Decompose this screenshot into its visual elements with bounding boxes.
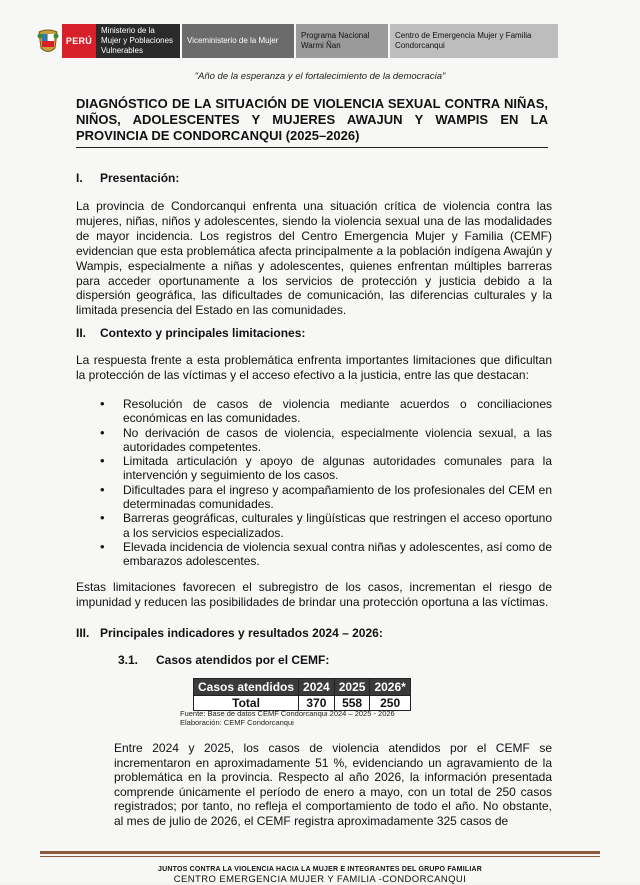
list-item: • Limitada articulación y apoyo de algunas autoridades comunales para la intervención y seguimiento de los casos. xyxy=(100,454,552,483)
list-item: • Barreras geográficas, culturales y lingüísticas que restringen el acceso oportuno a los servicios especializados. xyxy=(100,511,552,540)
subsection-3-1-number: 3.1. xyxy=(118,653,139,667)
coat-of-arms-icon xyxy=(34,24,62,58)
subsection-3-1-title: Casos atendidos por el CEMF: xyxy=(156,653,330,667)
footer-center-name: CENTRO EMERGENCIA MUJER Y FAMILIA -CONDORCANQUI xyxy=(173,874,467,885)
ministry-label: Ministerio de la Mujer y Poblaciones Vulnerables xyxy=(96,24,180,58)
year-motto: "Año de la esperanza y el fortalecimiento de la democracia" xyxy=(194,71,446,82)
table-cell: 558 xyxy=(334,696,370,711)
document-title: DIAGNÓSTICO DE LA SITUACIÓN DE VIOLENCIA SEXUAL CONTRA NIÑAS, NIÑOS, ADOLESCENTES Y MUJERES AWAJUN Y WAMPIS EN LA PROVINCIA DE CONDORCANQUI (2025–2026) xyxy=(76,96,548,143)
table-cell: 250 xyxy=(370,696,410,711)
table-header-cell: 2024 xyxy=(299,679,335,696)
footer-slogan: JUNTOS CONTRA LA VIOLENCIA HACIA LA MUJER E INTEGRANTES DEL GRUPO FAMILIAR xyxy=(158,866,482,873)
table-header-row xyxy=(194,679,411,696)
footer-rule-thin xyxy=(40,856,600,857)
section-1-number: I. xyxy=(76,171,83,185)
section-2-heading xyxy=(76,326,305,340)
table-header-cell: 2025 xyxy=(334,679,370,696)
section-2-closing: Estas limitaciones favorecen el subregistro de los casos, incrementan el riesgo de impunidad y reducen las posibilidades de brindar una protección oportuna a las víctimas. xyxy=(76,580,552,609)
section-1-heading xyxy=(76,171,179,185)
footer-rule xyxy=(40,851,600,854)
table-cell: 370 xyxy=(299,696,335,711)
title-divider xyxy=(76,147,548,148)
program-label: Programa Nacional Warmi Ñan xyxy=(296,24,388,58)
table-cell: Total xyxy=(194,696,299,711)
section-3-title: Principales indicadores y resultados 2024 – 2026: xyxy=(100,626,383,640)
section-3-heading xyxy=(76,626,383,640)
table-header-cell: 2026* xyxy=(370,679,410,696)
cases-table xyxy=(193,678,411,711)
section-2-number: II. xyxy=(76,326,87,340)
table-elaboration: Elaboración: CEMF Condorcanqui xyxy=(180,718,294,727)
section-2-title: Contexto y principales limitaciones: xyxy=(100,326,306,340)
table-header-cell: Casos atendidos xyxy=(194,679,299,696)
list-item: • No derivación de casos de violencia, especialmente violencia sexual, a las autoridades competentes. xyxy=(100,426,552,455)
institutional-header xyxy=(34,24,558,58)
vice-ministry-label: Viceministerio de la Mujer xyxy=(182,24,294,58)
center-label: Centro de Emergencia Mujer y Familia Condorcanqui xyxy=(390,24,558,58)
limitations-list xyxy=(100,397,552,569)
section-3-text: Entre 2024 y 2025, los casos de violencia atendidos por el CEMF se incrementaron en aproximadamente 51 %, evidenciando un agravamiento de la problemática en la provincia. Respecto al año 2026, la información presentada comprende únicamente el período de enero a mayo, con un total de 250 casos registrados; por tanto, no refleja el comportamiento de todo el año. No obstante, al mes de julio de 2026, el CEMF registra aproximadamente 325 casos de xyxy=(114,741,552,828)
list-item: • Resolución de casos de violencia mediante acuerdos o conciliaciones económicas en las comunidades. xyxy=(100,397,552,426)
section-2-intro: La respuesta frente a esta problemática enfrenta importantes limitaciones que dificultan la protección de las víctimas y el acceso efectivo a la justicia, entre las que destacan: xyxy=(76,353,552,382)
section-3-number: III. xyxy=(76,626,90,640)
section-1-text: La provincia de Condorcanqui enfrenta una situación crítica de violencia contra las mujeres, niñas, niños y adolescentes, siendo la violencia sexual una de las modalidades de mayor incidencia. Los registros del Centro Emergencia Mujer y Familia (CEMF) evidencian que esta problemática afecta principalmente a la población indígena Awajún y Wampis, especialmente a niñas y adolescentes, quienes enfrentan múltiples barreras para acceder oportunamente a los servicios de protección y justicia debido a la dispersión geográfica, las dificultades de comunicación, las diferencias culturales y la limitada presencia del Estado en las comunidades. xyxy=(76,199,552,318)
section-1-title: Presentación: xyxy=(100,171,180,185)
list-item: • Elevada incidencia de violencia sexual contra niñas y adolescentes, así como de embarazos adolescentes. xyxy=(100,540,552,569)
table-source: Fuente: Base de datos CEMF Condorcanqui 2024 – 2025 - 2026 xyxy=(180,709,395,718)
peru-logo: PERÚ xyxy=(62,24,96,58)
list-item: • Dificultades para el ingreso y acompañamiento de los profesionales del CEM en determinadas comunidades. xyxy=(100,483,552,512)
subsection-3-1-heading xyxy=(118,653,329,667)
